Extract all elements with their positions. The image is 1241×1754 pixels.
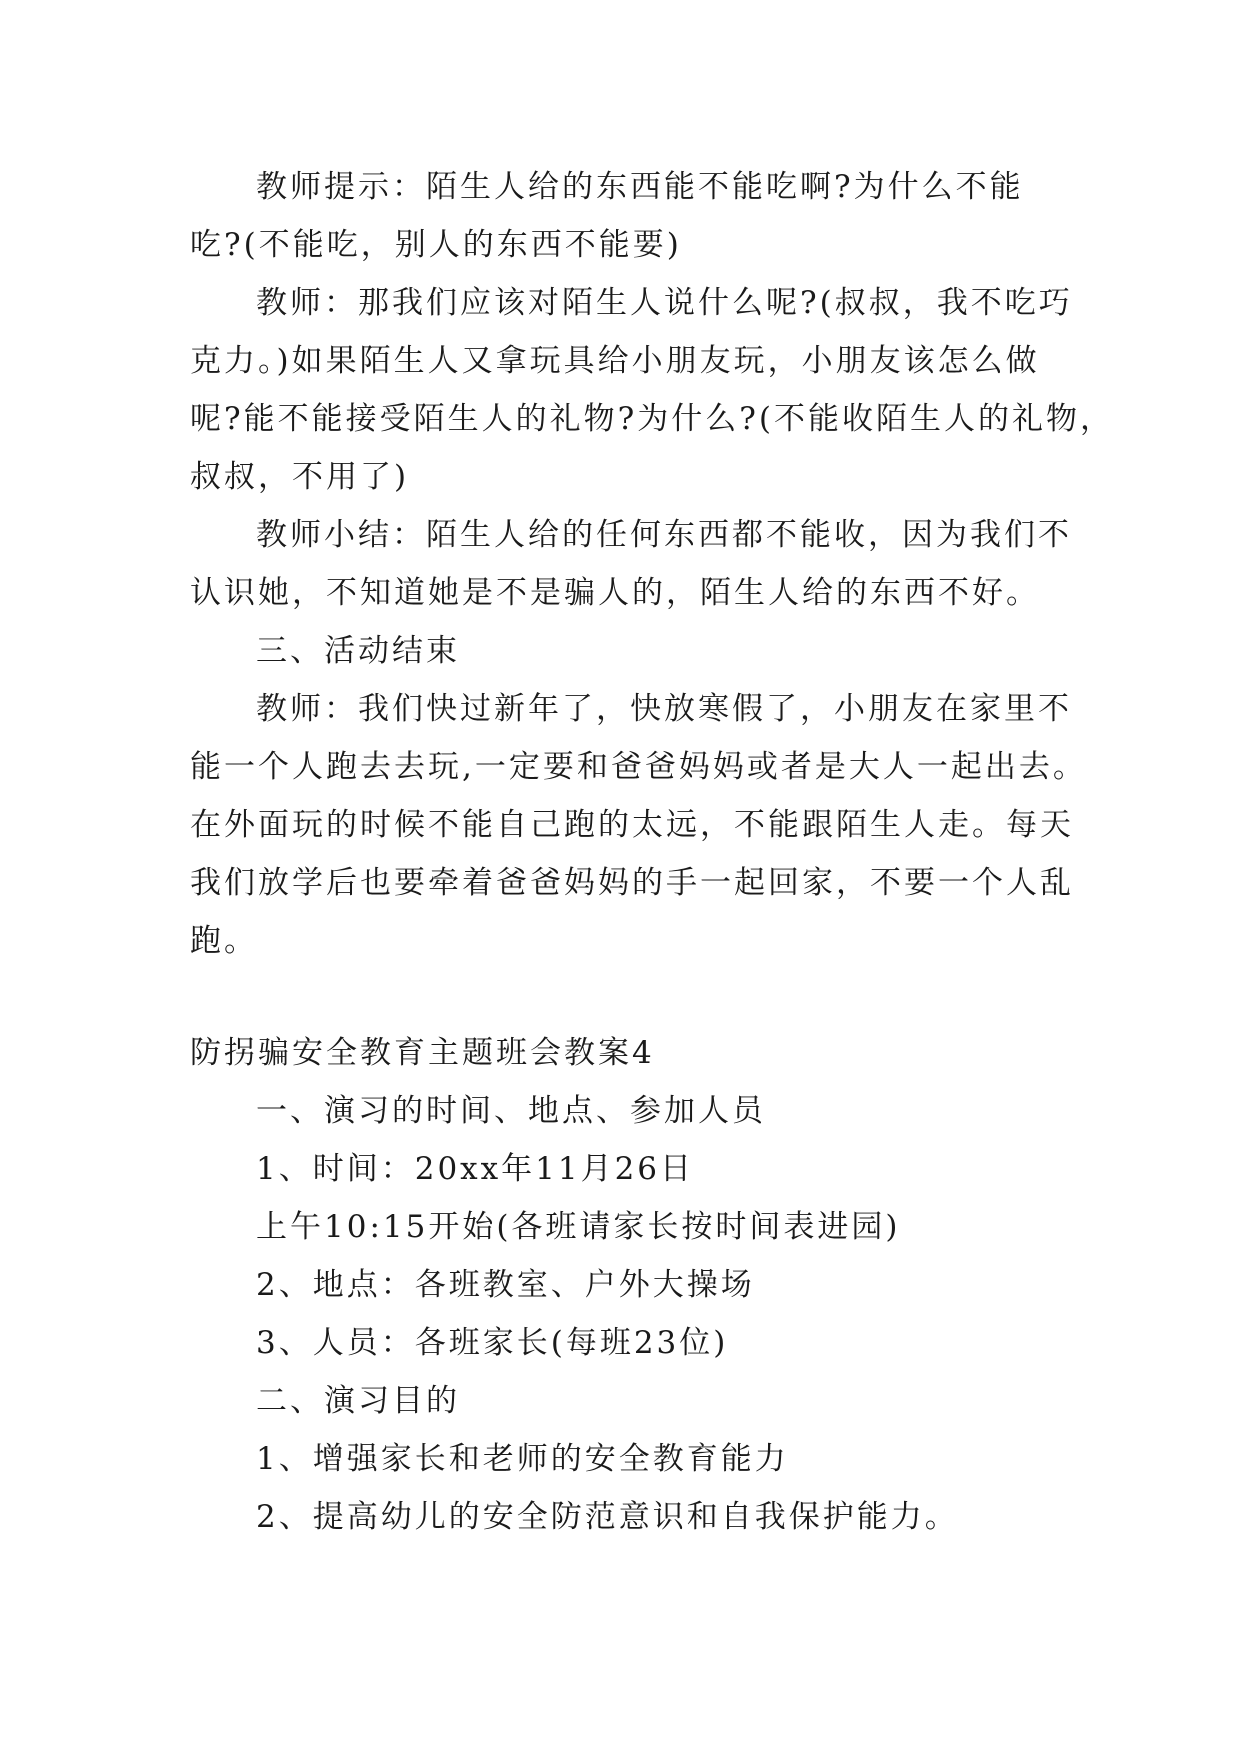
paragraph-line: 认识她，不知道她是不是骗人的，陌生人给的东西不好。: [190, 575, 1040, 611]
paragraph-line: 上午10:15开始(各班请家长按时间表进园): [256, 1209, 901, 1245]
section-heading: 三、活动结束: [256, 633, 460, 669]
paragraph-line: 我们放学后也要牵着爸爸妈妈的手一起回家，不要一个人乱: [190, 865, 1074, 901]
paragraph-line: 叔叔，不用了): [190, 459, 410, 495]
lesson-plan-section: [190, 1024, 1050, 1546]
paragraph-line: 教师：我们快过新年了，快放寒假了，小朋友在家里不: [256, 691, 1072, 727]
paragraph-line: 2、地点：各班教室、户外大操场: [256, 1267, 755, 1303]
section-heading: 二、演习目的: [256, 1383, 460, 1419]
document-title: 防拐骗安全教育主题班会教案4: [190, 1035, 655, 1071]
paragraph-line: 2、提高幼儿的安全防范意识和自我保护能力。: [256, 1499, 959, 1535]
paragraph-line: 1、时间：20xx年11月26日: [256, 1151, 695, 1187]
paragraph-line: 1、增强家长和老师的安全教育能力: [256, 1441, 789, 1477]
lesson-text-section: [190, 158, 1114, 970]
paragraph-line: 呢?能不能接受陌生人的礼物?为什么?(不能收陌生人的礼物，: [190, 401, 1114, 437]
paragraph-line: 能一个人跑去去玩,一定要和爸爸妈妈或者是大人一起出去。: [190, 749, 1087, 785]
section-heading: 一、演习的时间、地点、参加人员: [256, 1093, 766, 1129]
paragraph-line: 3、人员：各班家长(每班23位): [256, 1325, 729, 1361]
paragraph-line: 在外面玩的时候不能自己跑的太远，不能跟陌生人走。每天: [190, 807, 1074, 843]
paragraph-line: 跑。: [190, 923, 258, 959]
paragraph-line: 吃?(不能吃，别人的东西不能要): [190, 227, 682, 263]
paragraph-line: 教师：那我们应该对陌生人说什么呢?(叔叔，我不吃巧: [256, 285, 1073, 321]
paragraph-line: 教师提示：陌生人给的东西能不能吃啊?为什么不能: [256, 169, 1024, 205]
paragraph-line: 克力。)如果陌生人又拿玩具给小朋友玩，小朋友该怎么做: [190, 343, 1040, 379]
paragraph-line: 教师小结：陌生人给的任何东西都不能收，因为我们不: [256, 517, 1072, 553]
